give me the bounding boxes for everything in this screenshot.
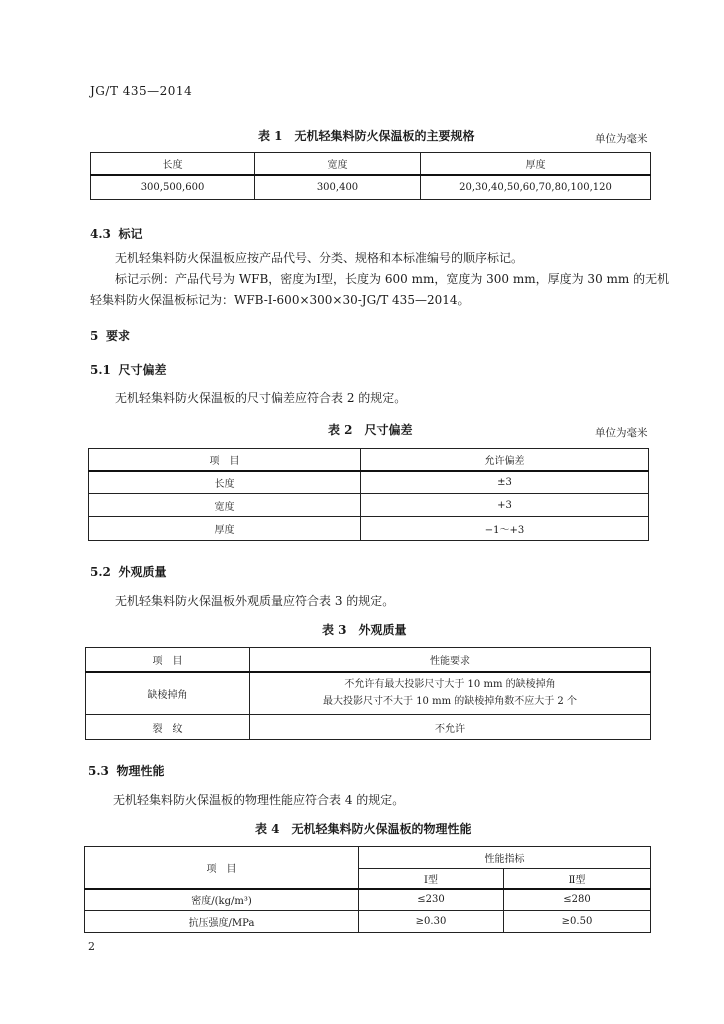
table1-unit: 单位为毫米	[595, 133, 648, 145]
table3-header-requirement: 性能要求	[250, 648, 651, 672]
table4-title: 表 4 无机轻集料防火保温板的物理性能	[255, 822, 472, 836]
table2-header-item: 项 目	[89, 449, 361, 471]
table1-title: 表 1 无机轻集料防火保温板的主要规格	[258, 129, 475, 143]
table2-row-label: 宽度	[89, 494, 361, 517]
table2	[88, 448, 649, 541]
section-4-3-para2-line1: 标记示例：产品代号为 WFB，密度为Ⅰ型，长度为 600 mm，宽度为 300 mm，厚度为 30 mm 的无机	[115, 272, 670, 286]
table4-header-type2: Ⅱ型	[504, 869, 651, 889]
section-5-1-para: 无机轻集料防火保温板的尺寸偏差应符合表 2 的规定。	[115, 391, 407, 405]
table1	[90, 152, 651, 200]
section-5-heading	[90, 327, 130, 344]
table2-row-label: 厚度	[89, 517, 361, 541]
table2-row-value: ±3	[361, 471, 649, 494]
table4-header-group: 性能指标	[359, 847, 651, 869]
standard-code: JG/T 435—2014	[90, 84, 193, 98]
table4-row-type2: ≤280	[504, 889, 651, 911]
section-number: 5	[90, 329, 99, 343]
table2-header-tolerance: 允许偏差	[361, 449, 649, 471]
table1-header-thickness: 厚度	[421, 153, 651, 175]
table4-row-type1: ≤230	[359, 889, 504, 911]
section-number: 5.2	[90, 565, 111, 579]
table2-title: 表 2 尺寸偏差	[328, 423, 413, 437]
table4-row-type1: ≥0.30	[359, 911, 504, 933]
table2-row-label: 长度	[89, 471, 361, 494]
section-title: 标记	[118, 227, 143, 241]
table3-row2-value: 不允许	[250, 715, 651, 740]
table1-header-length: 长度	[91, 153, 255, 175]
table3-row1-line2: 最大投影尺寸不大于 10 mm 的缺棱掉角数不应大于 2 个	[323, 696, 577, 708]
page-number: 2	[88, 940, 95, 953]
section-5-3-heading	[88, 762, 165, 779]
table3-row1-label: 缺棱掉角	[86, 672, 250, 715]
table3-row2-label: 裂 纹	[86, 715, 250, 740]
section-title: 要求	[106, 329, 131, 343]
table1-cell-width: 300,400	[255, 175, 421, 200]
section-4-3-heading	[90, 225, 143, 242]
section-number: 4.3	[90, 227, 111, 241]
section-4-3-para1: 无机轻集料防火保温板应按产品代号、分类、规格和本标准编号的顺序标记。	[115, 251, 524, 265]
table1-cell-thickness: 20,30,40,50,60,70,80,100,120	[421, 175, 651, 200]
section-5-2-para: 无机轻集料防火保温板外观质量应符合表 3 的规定。	[115, 594, 395, 608]
table4	[84, 846, 651, 933]
section-5-2-heading	[90, 563, 167, 580]
table4-header-item: 项 目	[85, 847, 359, 889]
table3-title: 表 3 外观质量	[322, 623, 407, 637]
table3-row1-value	[250, 672, 651, 715]
section-title: 尺寸偏差	[118, 363, 167, 377]
section-title: 外观质量	[118, 565, 167, 579]
table2-unit: 单位为毫米	[595, 427, 648, 439]
table2-row-value: +3	[361, 494, 649, 517]
table1-cell-length: 300,500,600	[91, 175, 255, 200]
section-4-3-para2-line2: 轻集料防火保温板标记为：WFB-Ⅰ-600×300×30-JG/T 435—2014。	[90, 293, 470, 307]
table1-header-width: 宽度	[255, 153, 421, 175]
table3-header-item: 项 目	[86, 648, 250, 672]
table4-row-label: 抗压强度/MPa	[85, 911, 359, 933]
table4-row-type2: ≥0.50	[504, 911, 651, 933]
section-title: 物理性能	[116, 764, 165, 778]
table4-row-label: 密度/(kg/m³)	[85, 889, 359, 911]
table2-row-value: −1～+3	[361, 517, 649, 541]
table4-header-type1: Ⅰ型	[359, 869, 504, 889]
section-number: 5.1	[90, 363, 111, 377]
section-5-3-para: 无机轻集料防火保温板的物理性能应符合表 4 的规定。	[113, 793, 405, 807]
table3-row1-line1: 不允许有最大投影尺寸大于 10 mm 的缺棱掉角	[344, 679, 556, 691]
table3	[85, 647, 651, 740]
section-number: 5.3	[88, 764, 109, 778]
section-5-1-heading	[90, 361, 167, 378]
